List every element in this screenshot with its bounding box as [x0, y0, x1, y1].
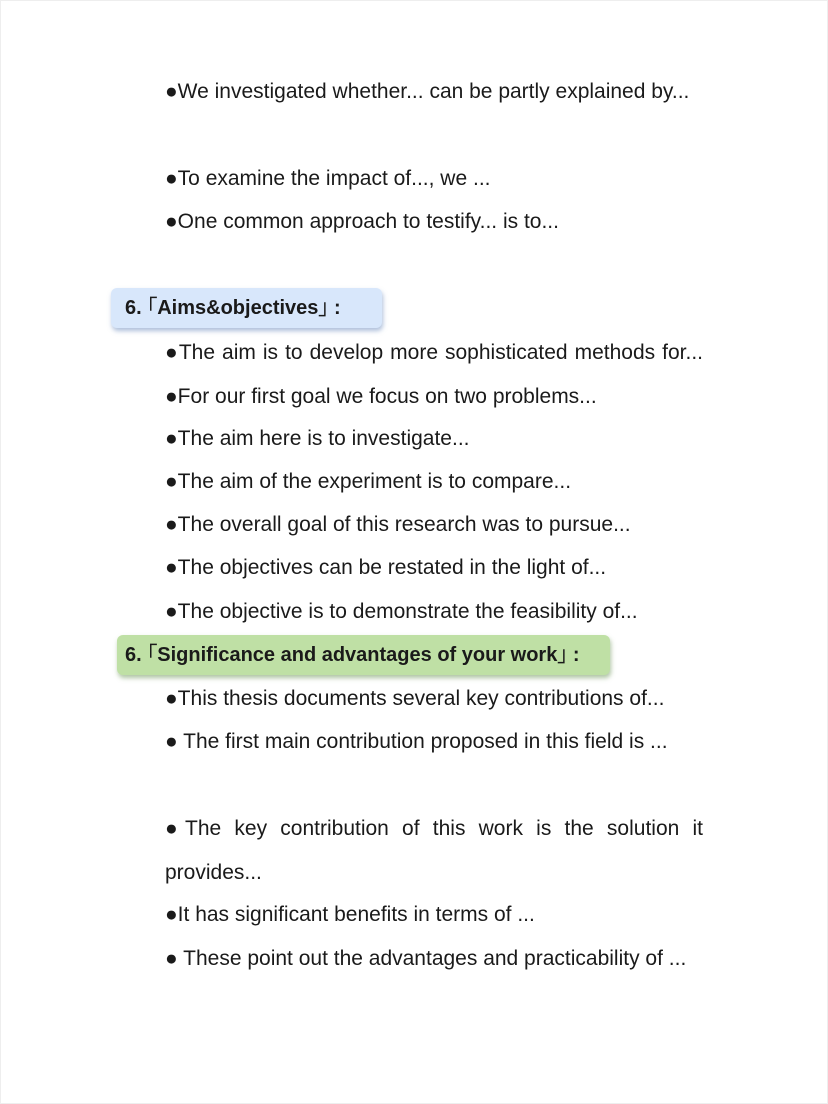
list-item: ●The key contribution of this work is the solution it provides... [165, 817, 703, 884]
list-item: ● The first main contribution proposed in this field is ... [165, 730, 668, 753]
list-item: ●We investigated whether... can be partly explained by... [165, 80, 690, 103]
section-heading-significance: 6. ｢Significance and advantages of your work｣ : [117, 635, 610, 675]
list-item: ● These point out the advantages and practicability of ... [165, 947, 687, 970]
section-heading-aims: 6. ｢Aims&objectives｣ : [111, 288, 382, 328]
list-item: ●The aim is to develop more sophisticated methods for... ●For our first goal we focus on two problems... [165, 341, 703, 408]
list-item: ●This thesis documents several key contributions of... [165, 687, 665, 710]
list-item: ●The objectives can be restated in the light of... [165, 556, 607, 579]
list-item: ●The aim here is to investigate... [165, 427, 470, 450]
list-item: ●To examine the impact of..., we ... [165, 167, 491, 190]
list-item: ●The overall goal of this research was to pursue... [165, 513, 631, 536]
list-item: ●It has significant benefits in terms of ... [165, 903, 535, 926]
list-item: ●One common approach to testify... is to... [165, 210, 559, 233]
list-item: ●The objective is to demonstrate the feasibility of... [165, 600, 638, 623]
list-item: ●The aim of the experiment is to compare... [165, 470, 572, 493]
